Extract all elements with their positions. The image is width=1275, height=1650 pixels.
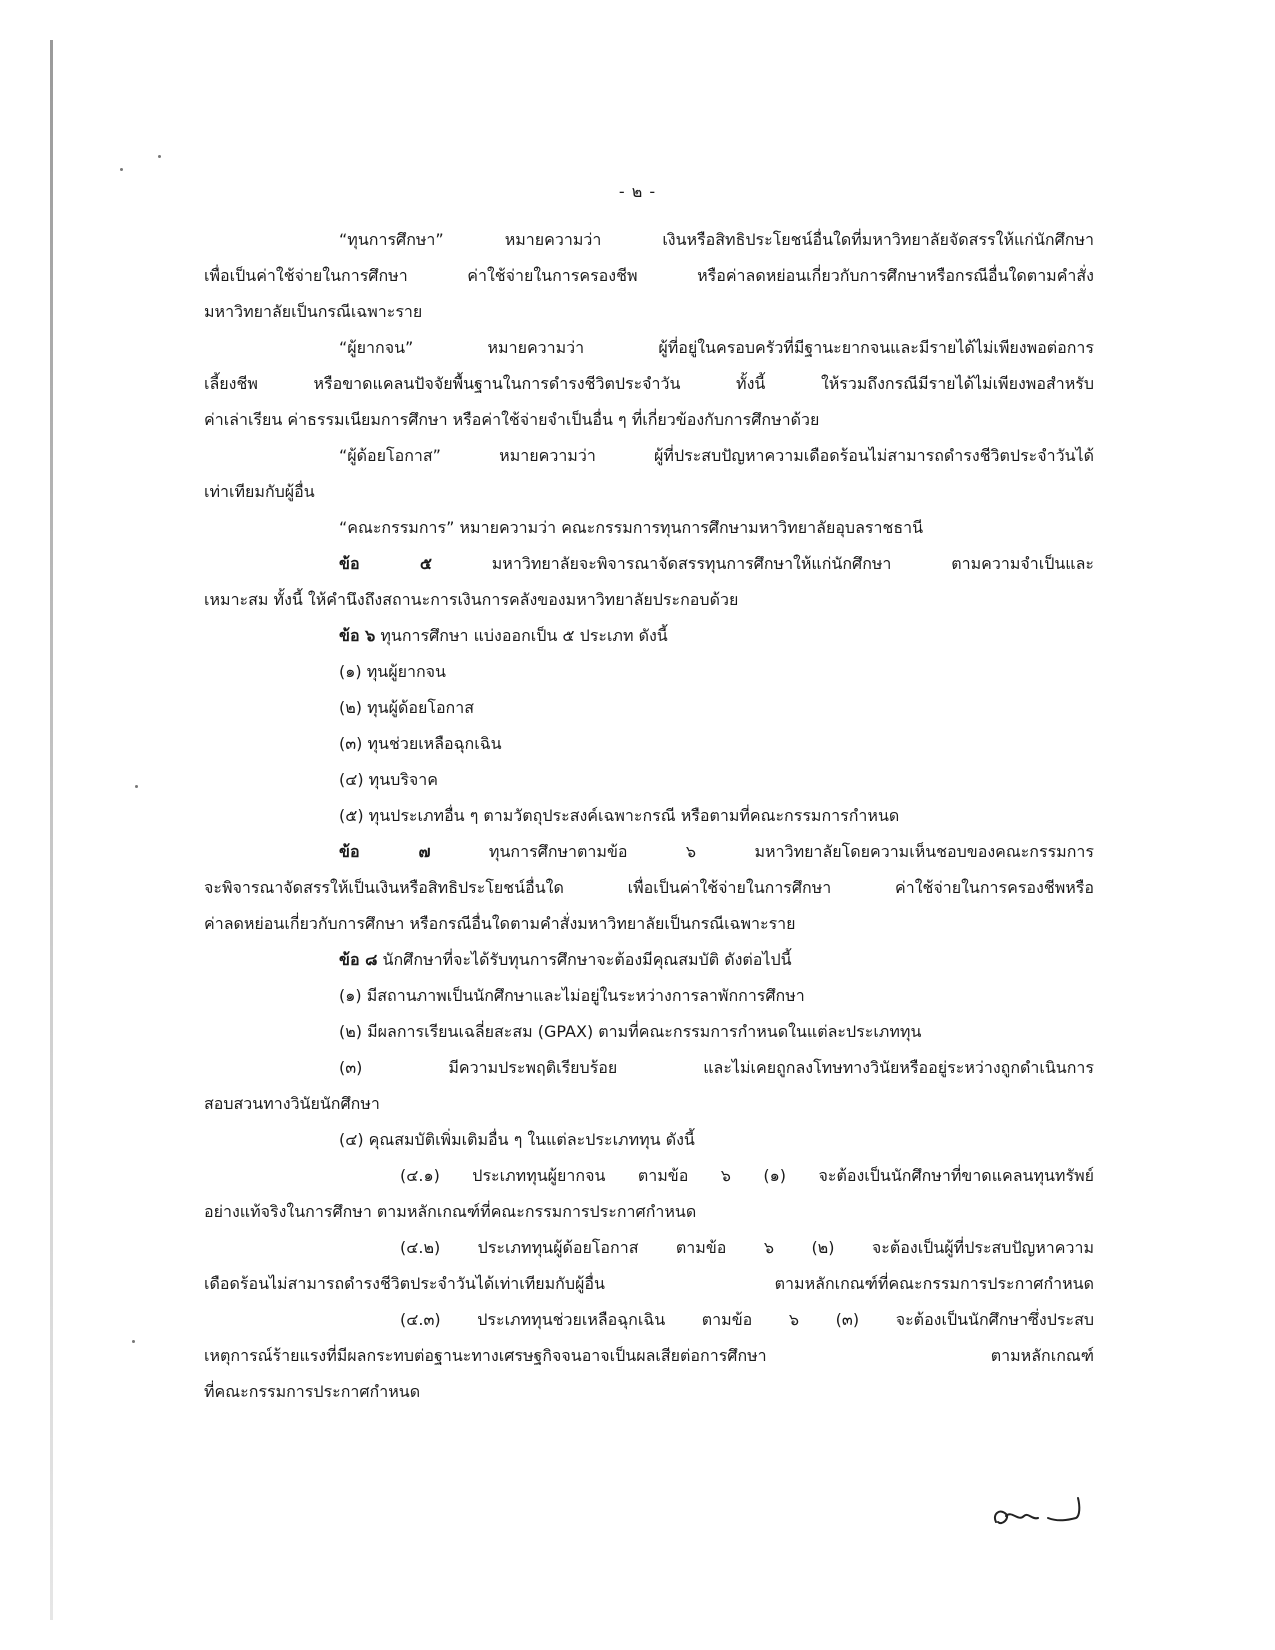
list-item: (๕) ทุนประเภทอื่น ๆ ตามวัตถุประสงค์เฉพาะกรณี หรือตามที่คณะกรรมการกำหนด — [339, 806, 900, 825]
clause-8: ข้อ ๘ นักศึกษาที่จะได้รับทุนการศึกษาจะต้องมีคุณสมบัติ ดังต่อไปนี้ — [339, 950, 792, 969]
list-item: (๒) มีผลการเรียนเฉลี่ยสะสม (GPAX) ตามที่คณะกรรมการกำหนดในแต่ละประเภททุน — [339, 1022, 922, 1041]
paragraph-line: มหาวิทยาลัยเป็นกรณีเฉพาะราย — [204, 302, 423, 321]
list-item: (๒) ทุนผู้ด้อยโอกาส — [339, 698, 474, 717]
scan-speck — [120, 168, 123, 171]
list-item: (๑) ทุนผู้ยากจน — [339, 662, 446, 681]
paragraph-line: เดือดร้อนไม่สามารถดำรงชีวิตประจำวันได้เท่าเทียมกับผู้อื่น ตามหลักเกณฑ์ที่คณะกรรมการประกาศกำหนด — [204, 1274, 1094, 1293]
list-item: (๔) คุณสมบัติเพิ่มเติมอื่น ๆ ในแต่ละประเภททุน ดังนี้ — [339, 1130, 695, 1149]
page-number: - ๒ - — [618, 182, 657, 201]
scan-speck — [132, 1340, 135, 1343]
paragraph-line: เลี้ยงชีพ หรือขาดแคลนปัจจัยพื้นฐานในการดำรงชีวิตประจำวัน ทั้งนี้ ให้รวมถึงกรณีมีรายได้ไม่เพียงพอสำหรับ — [204, 374, 1094, 393]
sub-list-item: (๔.๓) ประเภททุนช่วยเหลือฉุกเฉิน ตามข้อ ๖ (๓) จะต้องเป็นนักศึกษาซึ่งประสบ — [400, 1310, 1094, 1329]
paragraph-line: เท่าเทียมกับผู้อื่น — [204, 482, 315, 501]
clause-6: ข้อ ๖ ทุนการศึกษา แบ่งออกเป็น ๕ ประเภท ดังนี้ — [339, 626, 668, 645]
scan-speck — [135, 785, 138, 788]
definition-disadvantaged: “ผู้ด้อยโอกาส” หมายความว่า ผู้ที่ประสบปัญหาความเดือดร้อนไม่สามารถดำรงชีวิตประจำวันได้ — [339, 446, 1094, 465]
paragraph-line: จะพิจารณาจัดสรรให้เป็นเงินหรือสิทธิประโยชน์อื่นใด เพื่อเป็นค่าใช้จ่ายในการศึกษา ค่าใช้จ่ายในการครองชีพหรือ — [204, 878, 1094, 897]
scan-speck — [158, 155, 161, 158]
definition-committee: “คณะกรรมการ” หมายความว่า คณะกรรมการทุนการศึกษามหาวิทยาลัยอุบลราชธานี — [339, 518, 924, 537]
list-item: (๓) ทุนช่วยเหลือฉุกเฉิน — [339, 734, 502, 753]
paragraph-line: ค่าลดหย่อนเกี่ยวกับการศึกษา หรือกรณีอื่นใดตามคำสั่งมหาวิทยาลัยเป็นกรณีเฉพาะราย — [204, 914, 796, 933]
list-item: (๑) มีสถานภาพเป็นนักศึกษาและไม่อยู่ในระหว่างการลาพักการศึกษา — [339, 986, 805, 1005]
paragraph-line: ค่าเล่าเรียน ค่าธรรมเนียมการศึกษา หรือค่าใช้จ่ายจำเป็นอื่น ๆ ที่เกี่ยวข้องกับการศึกษาด้วย — [204, 410, 820, 429]
handwritten-signature — [988, 1492, 1100, 1540]
paragraph-line: เหมาะสม ทั้งนี้ ให้คำนึงถึงสถานะการเงินการคลังของมหาวิทยาลัยประกอบด้วย — [204, 590, 739, 609]
paragraph-line: ที่คณะกรรมการประกาศกำหนด — [204, 1382, 421, 1401]
scan-edge-shadow — [50, 40, 53, 1620]
definition-scholarship: “ทุนการศึกษา” หมายความว่า เงินหรือสิทธิประโยชน์อื่นใดที่มหาวิทยาลัยจัดสรรให้แก่นักศึกษา — [339, 230, 1094, 249]
paragraph-line: เพื่อเป็นค่าใช้จ่ายในการศึกษา ค่าใช้จ่ายในการครองชีพ หรือค่าลดหย่อนเกี่ยวกับการศึกษาหรือกรณีอื่นใดตามคำสั่ง — [204, 266, 1094, 285]
sub-list-item: (๔.๒) ประเภททุนผู้ด้อยโอกาส ตามข้อ ๖ (๒) จะต้องเป็นผู้ที่ประสบปัญหาความ — [400, 1238, 1094, 1257]
definition-poor: “ผู้ยากจน” หมายความว่า ผู้ที่อยู่ในครอบครัวที่มีฐานะยากจนและมีรายได้ไม่เพียงพอต่อการ — [339, 338, 1094, 357]
sub-list-item: (๔.๑) ประเภททุนผู้ยากจน ตามข้อ ๖ (๑) จะต้องเป็นนักศึกษาที่ขาดแคลนทุนทรัพย์ — [400, 1166, 1094, 1185]
list-item: (๔) ทุนบริจาค — [339, 770, 438, 789]
regulation-body — [204, 228, 1094, 1416]
list-item: (๓) มีความประพฤติเรียบร้อย และไม่เคยถูกลงโทษทางวินัยหรืออยู่ระหว่างถูกดำเนินการ — [339, 1058, 1094, 1077]
clause-5: ข้อ ๕ มหาวิทยาลัยจะพิจารณาจัดสรรทุนการศึกษาให้แก่นักศึกษา ตามความจำเป็นและ — [339, 554, 1094, 573]
paragraph-line: สอบสวนทางวินัยนักศึกษา — [204, 1094, 380, 1113]
paragraph-line: อย่างแท้จริงในการศึกษา ตามหลักเกณฑ์ที่คณะกรรมการประกาศกำหนด — [204, 1202, 697, 1221]
clause-7: ข้อ ๗ ทุนการศึกษาตามข้อ ๖ มหาวิทยาลัยโดยความเห็นชอบของคณะกรรมการ — [339, 842, 1094, 861]
paragraph-line: เหตุการณ์ร้ายแรงที่มีผลกระทบต่อฐานะทางเศรษฐกิจจนอาจเป็นผลเสียต่อการศึกษา ตามหลักเกณฑ์ — [204, 1346, 1094, 1365]
